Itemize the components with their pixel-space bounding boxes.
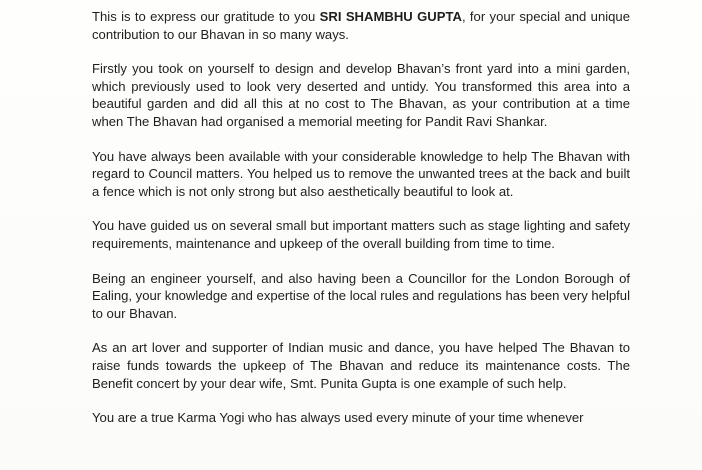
recipient-name: SRI SHAMBHU GUPTA bbox=[319, 9, 462, 24]
paragraph-front-yard: Firstly you took on yourself to design and develop Bhavan’s front yard into a mini garden, which previously used to look very deserted and untidy. You transformed this area into a beautiful garden and did all this at no cost to The Bhavan, as your contribution at a time when The Bhavan had organised a memorial meeting for Pandit Ravi Shankar. bbox=[92, 61, 630, 129]
paragraph-gratitude bbox=[92, 8, 630, 43]
gratitude-text-after: , for your special and unique contribution to our Bhavan in so many ways. bbox=[92, 9, 630, 42]
gratitude-text-before: This is to express our gratitude to you bbox=[92, 9, 320, 24]
paragraph-engineer: Being an engineer yourself, and also having been a Councillor for the London Borough of Ealing, your knowledge and expertise of the local rules and regulations has been very helpful to our Bhavan. bbox=[92, 270, 630, 321]
letter-body bbox=[92, 8, 630, 444]
paragraph-guidance: You have guided us on several small but important matters such as stage lighting and safety requirements, maintenance and upkeep of the overall building from time to time. bbox=[92, 218, 630, 251]
paragraph-art-lover: As an art lover and supporter of Indian music and dance, you have helped The Bhavan to raise funds towards the upkeep of The Bhavan and reduce its maintenance costs. The Benefit concert by your dear wife, Smt. Punita Gupta is one example of such help. bbox=[92, 340, 630, 391]
paragraph-karma-yogi: You are a true Karma Yogi who has always used every minute of your time whenever bbox=[92, 410, 584, 426]
paragraph-council-matters: You have always been available with your considerable knowledge to help The Bhavan with regard to Council matters. You helped us to remove the unwanted trees at the back and built a fence which is not only strong but also aesthetically beautiful to look at. bbox=[92, 148, 630, 199]
